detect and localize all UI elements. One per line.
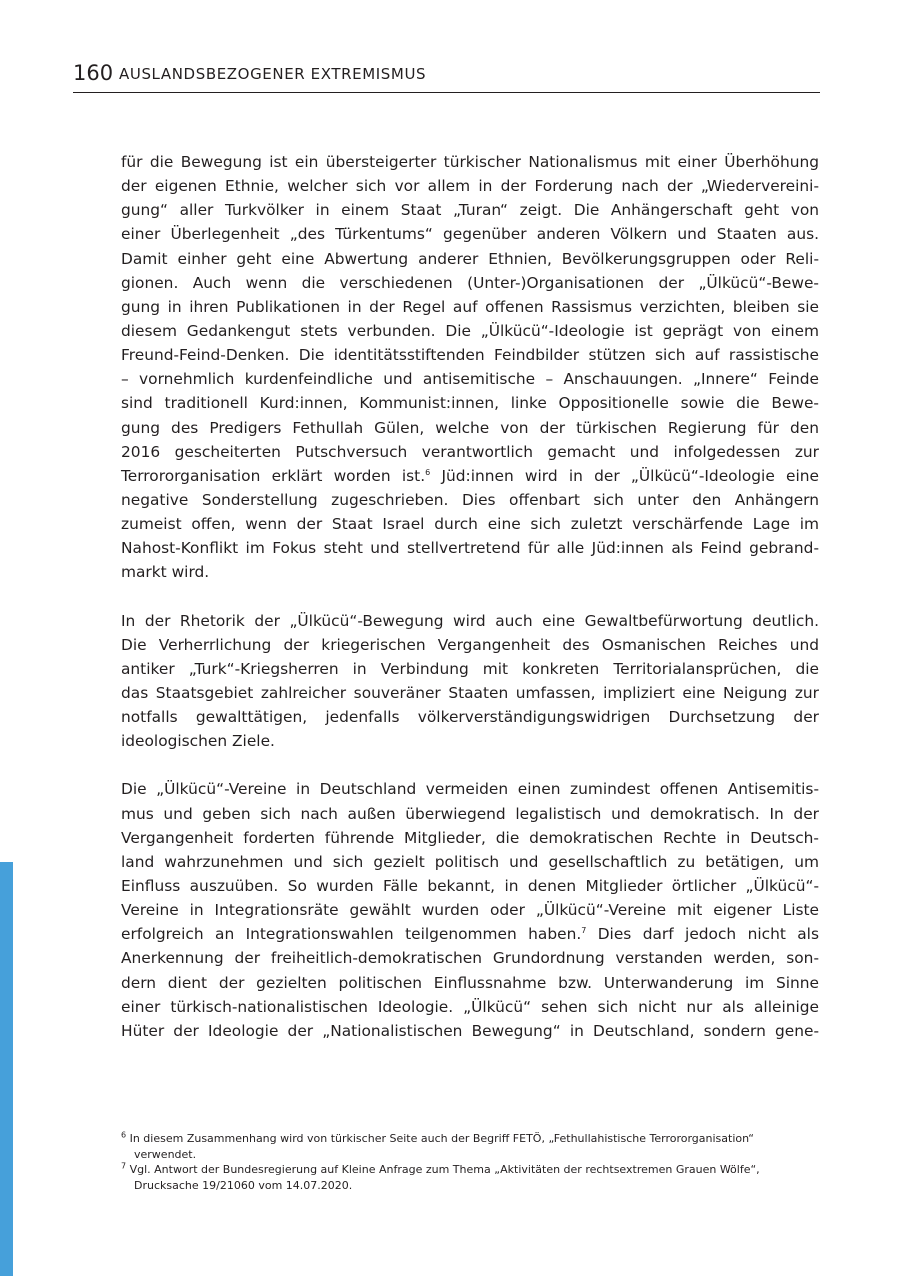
paragraph — [121, 777, 819, 1043]
footnote-line: verwendet. — [134, 1147, 197, 1161]
text-line: einer türkisch-nationalistischen Ideologie. „Ülkücü“ sehen sich nicht nur als alleinige — [121, 997, 819, 1016]
footnotes — [121, 1131, 819, 1193]
text-fragment: Terrororganisation erklärt worden ist. — [121, 466, 426, 485]
text-line: Einfluss auszuüben. So wurden Fälle bekannt, in denen Mitglieder örtlicher „Ülkücü“- — [121, 876, 819, 895]
text-line: Damit einher geht eine Abwertung anderer Ethnien, Bevölkerungsgruppen oder Reli- — [121, 249, 819, 268]
text-line: Die „Ülkücü“-Vereine in Deutschland vermeiden einen zumindest offenen Antisemitis- — [121, 780, 819, 799]
text-fragment: erfolgreich an Integrationswahlen teilgenommen haben. — [121, 925, 582, 944]
footnote-ref-6[interactable]: 6 — [425, 467, 431, 477]
footnote-line — [121, 1131, 819, 1147]
text-line: zumeist offen, wenn der Staat Israel durch eine sich zuletzt verschärfende Lage im — [121, 515, 819, 534]
text-line: gung in ihren Publikationen in der Regel auf offenen Rassismus verzichten, bleiben sie — [121, 297, 819, 316]
paragraph — [121, 609, 819, 754]
body-text — [121, 150, 819, 1067]
running-head: AUSLANDSBEZOGENER EXTREMISMUS — [119, 65, 427, 83]
footnote-number: 7 — [121, 1161, 127, 1171]
text-line: notfalls gewalttätigen, jedenfalls völkerverständigungswidrigen Durchsetzung der — [121, 708, 819, 727]
text-line: Nahost-Konflikt im Fokus steht und stellvertretend für alle Jüd:innen als Feind gebrand- — [121, 539, 819, 558]
text-line: sind traditionell Kurd:innen, Kommunist:innen, linke Oppositionelle sowie die Bewe- — [121, 394, 819, 413]
text-line: ideologischen Ziele. — [121, 732, 275, 751]
text-line-with-footnote — [121, 922, 819, 946]
text-line: 2016 gescheiterten Putschversuch verantwortlich gemacht und infolgedessen zur — [121, 442, 819, 461]
text-line: dern dient der gezielten politischen Einflussnahme bzw. Unterwanderung im Sinne — [121, 973, 819, 992]
text-line: markt wird. — [121, 563, 210, 582]
text-line: einer Überlegenheit „des Türkentums“ gegenüber anderen Völkern und Staaten aus. — [121, 225, 819, 244]
text-line: das Staatsgebiet zahlreicher souveräner Staaten umfassen, impliziert eine Neigung zur — [121, 683, 819, 702]
page-number: 160 — [73, 61, 114, 85]
text-line: gionen. Auch wenn die verschiedenen (Unter-)Organisationen der „Ülkücü“-Bewe- — [121, 273, 819, 292]
footnote-6 — [121, 1131, 819, 1162]
text-line: land wahrzunehmen und sich gezielt politisch und gesellschaftlich zu betätigen, um — [121, 852, 819, 871]
footnote-text: Vgl. Antwort der Bundesregierung auf Kleine Anfrage zum Thema „Aktivitäten der rechtsextremen Grauen Wölfe“, — [129, 1163, 760, 1176]
text-line: gung des Predigers Fethullah Gülen, welche von der türkischen Regierung für den — [121, 418, 819, 437]
text-line: In der Rhetorik der „Ülkücü“-Bewegung wird auch eine Gewaltbefürwortung deutlich. — [121, 611, 819, 630]
text-line: Hüter der Ideologie der „Nationalistischen Bewegung“ in Deutschland, sondern gene- — [121, 1021, 819, 1040]
text-fragment: Dies darf jedoch nicht als — [586, 925, 819, 944]
footnote-text: In diesem Zusammenhang wird von türkischer Seite auch der Begriff FETÖ, „Fethullahistische Terrororganisation“ — [129, 1132, 754, 1145]
text-line: negative Sonderstellung zugeschrieben. Dies offenbart sich unter den Anhängern — [121, 490, 819, 509]
text-line: gung“ aller Turkvölker in einem Staat „Turan“ zeigt. Die Anhängerschaft geht von — [121, 201, 819, 220]
text-line: Die Verherrlichung der kriegerischen Vergangenheit des Osmanischen Reiches und — [121, 635, 819, 654]
chapter-color-bar — [0, 862, 13, 1276]
text-line-with-footnote — [121, 464, 819, 488]
text-line: Anerkennung der freiheitlich-demokratischen Grundordnung verstanden werden, son- — [121, 949, 819, 968]
text-line: der eigenen Ethnie, welcher sich vor allem in der Forderung nach der „Wiedervereini- — [121, 177, 819, 196]
footnote-ref-7[interactable]: 7 — [581, 926, 587, 936]
text-line: Freund-Feind-Denken. Die identitätsstiftenden Feindbilder stützen sich auf rassistische — [121, 346, 819, 365]
text-line: für die Bewegung ist ein übersteigerter türkischer Nationalismus mit einer Überhöhung — [121, 153, 819, 171]
text-line: Vergangenheit forderten führende Mitglieder, die demokratischen Rechte in Deutsch- — [121, 828, 819, 847]
text-line: antiker „Turk“-Kriegsherren in Verbindung mit konkreten Territorialansprüchen, die — [121, 659, 819, 678]
footnote-number: 6 — [121, 1130, 127, 1140]
paragraph — [121, 150, 819, 585]
text-line: mus und geben sich nach außen überwiegend legalistisch und demokratisch. In der — [121, 804, 819, 823]
text-line: – vornehmlich kurdenfeindliche und antisemitische – Anschauungen. „Innere“ Feinde — [121, 370, 819, 389]
text-fragment: Jüd:innen wird in der „Ülkücü“-Ideologie eine — [430, 466, 819, 485]
footnote-line — [121, 1162, 819, 1178]
text-line: Vereine in Integrationsräte gewählt wurden oder „Ülkücü“-Vereine mit eigener Liste — [121, 901, 819, 920]
footnote-7 — [121, 1162, 819, 1193]
page-header — [73, 60, 820, 93]
footnote-line: Drucksache 19/21060 vom 14.07.2020. — [134, 1178, 353, 1192]
text-line: diesem Gedankengut stets verbunden. Die „Ülkücü“-Ideologie ist geprägt von einem — [121, 321, 819, 340]
